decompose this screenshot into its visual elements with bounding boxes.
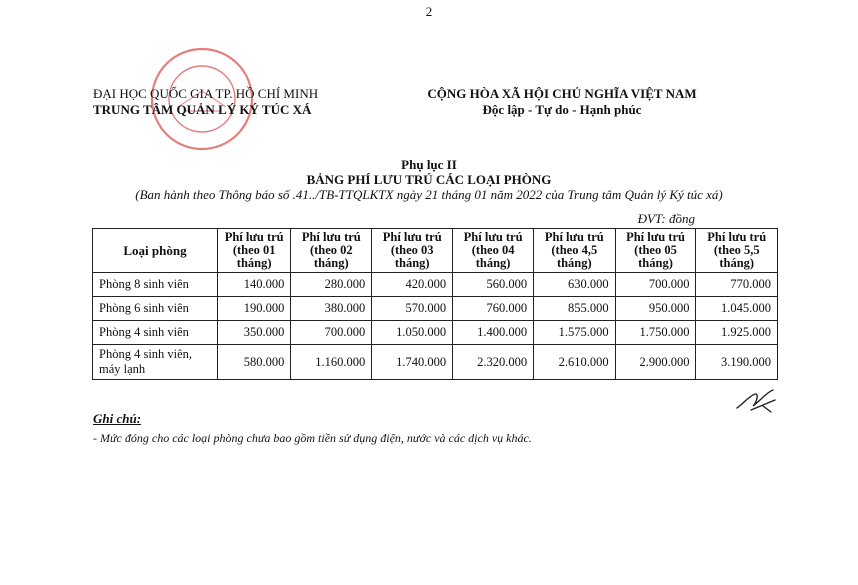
table-row (93, 297, 778, 321)
page-number: 2 (425, 4, 433, 19)
table-row (93, 345, 778, 380)
fee-cell: 350.000 (218, 321, 291, 345)
fee-cell: 1.575.000 (534, 321, 616, 345)
fee-cell: 1.925.000 (696, 321, 778, 345)
table-row (93, 321, 778, 345)
fee-cell: 560.000 (453, 273, 534, 297)
fee-cell: 855.000 (534, 297, 616, 321)
fee-cell: 2.900.000 (615, 345, 696, 380)
notes-title: Ghi chú: (93, 411, 142, 426)
fee-cell: 1.750.000 (615, 321, 696, 345)
fee-cell: 1.740.000 (372, 345, 453, 380)
currency-unit: ĐVT: đồng (637, 211, 695, 226)
fee-cell: 140.000 (218, 273, 291, 297)
column-header: Phí lưu trú (theo 05 tháng) (615, 229, 696, 273)
column-header: Phí lưu trú (theo 5,5 tháng) (696, 229, 778, 273)
national-header (402, 86, 722, 118)
fee-cell: 3.190.000 (696, 345, 778, 380)
fee-cell: 700.000 (615, 273, 696, 297)
issuance-note: (Ban hành theo Thông báo số .41../TB-TTQLKTX ngày 21 tháng 01 năm 2022 của Trung tâm Quản lý Ký túc xá) (135, 187, 723, 202)
column-header: Loại phòng (93, 229, 218, 273)
handwritten-initials (733, 386, 779, 414)
organization-header (93, 86, 318, 118)
fee-cell: 570.000 (372, 297, 453, 321)
notes-text: - Mức đóng cho các loại phòng chưa bao gồm tiền sử dụng điện, nước và các dịch vụ khác. (93, 431, 532, 445)
university-name: ĐẠI HỌC QUỐC GIA TP. HỒ CHÍ MINH (93, 86, 319, 101)
room-type-cell: Phòng 4 sinh viên, máy lạnh (93, 345, 218, 380)
fee-cell: 380.000 (291, 297, 372, 321)
fee-table (92, 228, 778, 380)
column-header: Phí lưu trú (theo 01 tháng) (218, 229, 291, 273)
table-row (93, 273, 778, 297)
table-title: BẢNG PHÍ LƯU TRÚ CÁC LOẠI PHÒNG (306, 172, 552, 187)
column-header: Phí lưu trú (theo 03 tháng) (372, 229, 453, 273)
center-name: TRUNG TÂM QUẢN LÝ KÝ TÚC XÁ (93, 102, 312, 117)
fee-cell: 1.050.000 (372, 321, 453, 345)
fee-cell: 190.000 (218, 297, 291, 321)
fee-cell: 950.000 (615, 297, 696, 321)
fee-cell: 770.000 (696, 273, 778, 297)
fee-cell: 2.610.000 (534, 345, 616, 380)
column-header: Phí lưu trú (theo 4,5 tháng) (534, 229, 616, 273)
fee-cell: 760.000 (453, 297, 534, 321)
fee-cell: 1.400.000 (453, 321, 534, 345)
fee-cell: 2.320.000 (453, 345, 534, 380)
fee-cell: 280.000 (291, 273, 372, 297)
country-name: CỘNG HÒA XÃ HỘI CHỦ NGHĨA VIỆT NAM (427, 86, 697, 101)
room-type-cell: Phòng 4 sinh viên (93, 321, 218, 345)
table-header-row (93, 229, 778, 273)
document-title (0, 157, 858, 202)
appendix-label: Phụ lục II (401, 157, 457, 172)
national-motto: Độc lập - Tự do - Hạnh phúc (482, 102, 642, 117)
column-header: Phí lưu trú (theo 04 tháng) (453, 229, 534, 273)
fee-cell: 420.000 (372, 273, 453, 297)
fee-cell: 1.045.000 (696, 297, 778, 321)
fee-cell: 1.160.000 (291, 345, 372, 380)
fee-cell: 580.000 (218, 345, 291, 380)
fee-cell: 630.000 (534, 273, 616, 297)
column-header: Phí lưu trú (theo 02 tháng) (291, 229, 372, 273)
room-type-cell: Phòng 8 sinh viên (93, 273, 218, 297)
fee-cell: 700.000 (291, 321, 372, 345)
room-type-cell: Phòng 6 sinh viên (93, 297, 218, 321)
